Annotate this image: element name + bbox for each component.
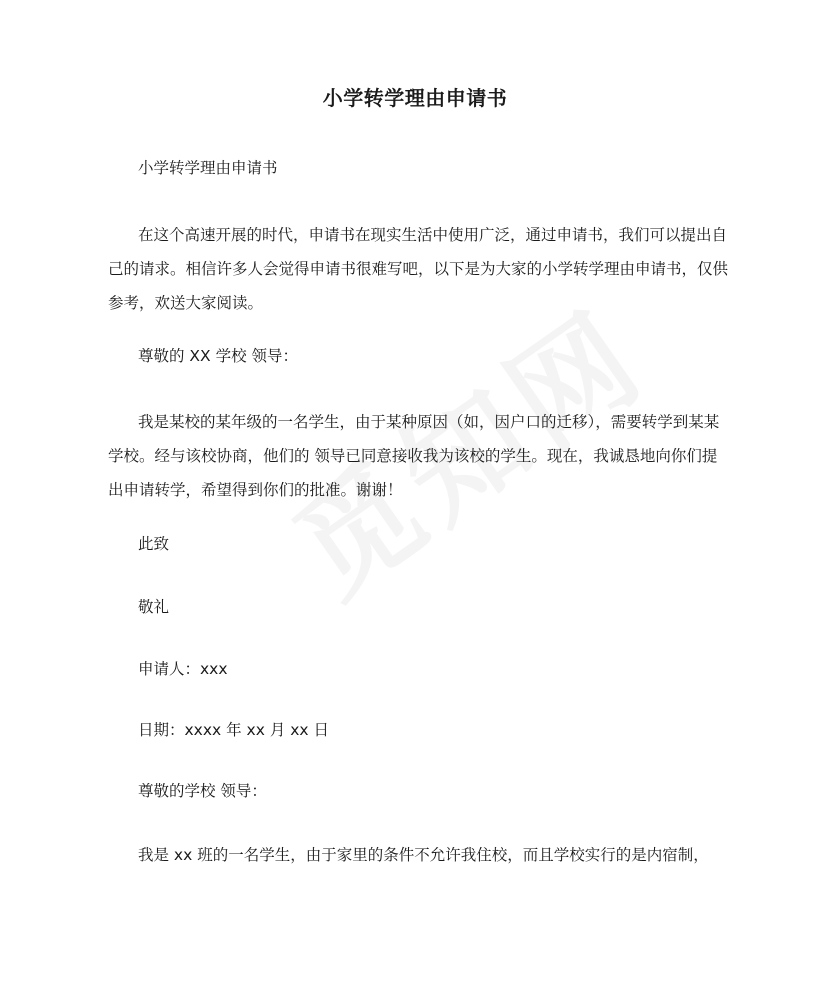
date-line: 日期：xxxx 年 xx 月 xx 日 (138, 721, 330, 739)
body-paragraph-2: 我是 xx 班的一名学生，由于家里的条件不允许我住校，而且学校实行的是内宿制， (138, 846, 709, 864)
applicant-line: 申请人：xxx (138, 660, 228, 678)
body-paragraph-1: 我是某校的某年级的一名学生，由于某种原因（如，因户口的迁移），需要转学到某某学校。经与该校协商，他们的 领导已同意接收我为该校的学生。现在，我诚恳地向你们提出申请转学，希望得到你们的批准。谢谢！ (108, 413, 720, 499)
document-title: 小学转学理由申请书 (322, 86, 508, 110)
closing-jingli: 敬礼 (138, 598, 170, 616)
salutation-1: 尊敬的 XX 学校 领导： (138, 347, 299, 365)
closing-cizhi: 此致 (138, 535, 170, 553)
salutation-2: 尊敬的学校 领导： (138, 782, 267, 800)
intro-paragraph: 在这个高速开展的时代，申请书在现实生活中使用广泛，通过申请书，我们可以提出自己的请求。相信许多人会觉得申请书很难写吧，以下是为大家的小学转学理由申请书，仅供参考，欢送大家阅读。 (108, 226, 729, 312)
subtitle: 小学转学理由申请书 (138, 159, 278, 177)
